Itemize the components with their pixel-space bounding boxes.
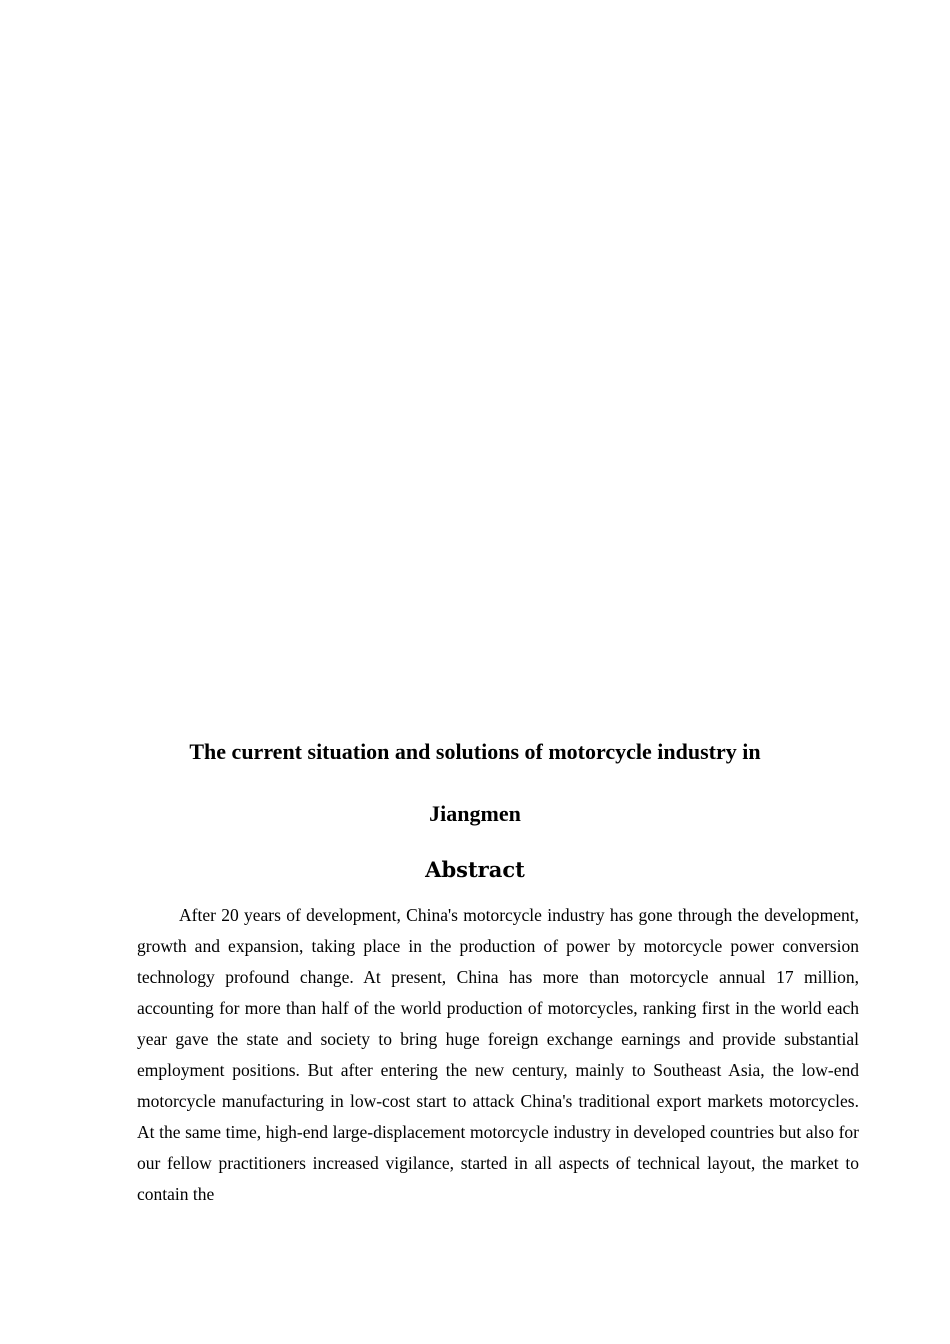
- abstract-heading: Abstract: [425, 857, 525, 882]
- document-title-line-2: Jiangmen: [429, 801, 521, 826]
- document-title-line-1: The current situation and solutions of motorcycle industry in: [189, 739, 761, 764]
- abstract-paragraph: After 20 years of development, China's motorcycle industry has gone through the development, growth and expansion, taking place in the production of power by motorcycle power conversion technology profound change. At present, China has more than motorcycle annual 17 million, accounting for more than half of the world production of motorcycles, ranking first in the world each year gave the state and society to bring huge foreign exchange earnings and provide substantial employment positions. But after entering the new century, mainly to Southeast Asia, the low-end motorcycle manufacturing in low-cost start to attack China's traditional export markets motorcycles. At the same time, high-end large-displacement motorcycle industry in developed countries but also for our fellow practitioners increased vigilance, started in all aspects of technical layout, the market to contain the: [137, 905, 859, 1204]
